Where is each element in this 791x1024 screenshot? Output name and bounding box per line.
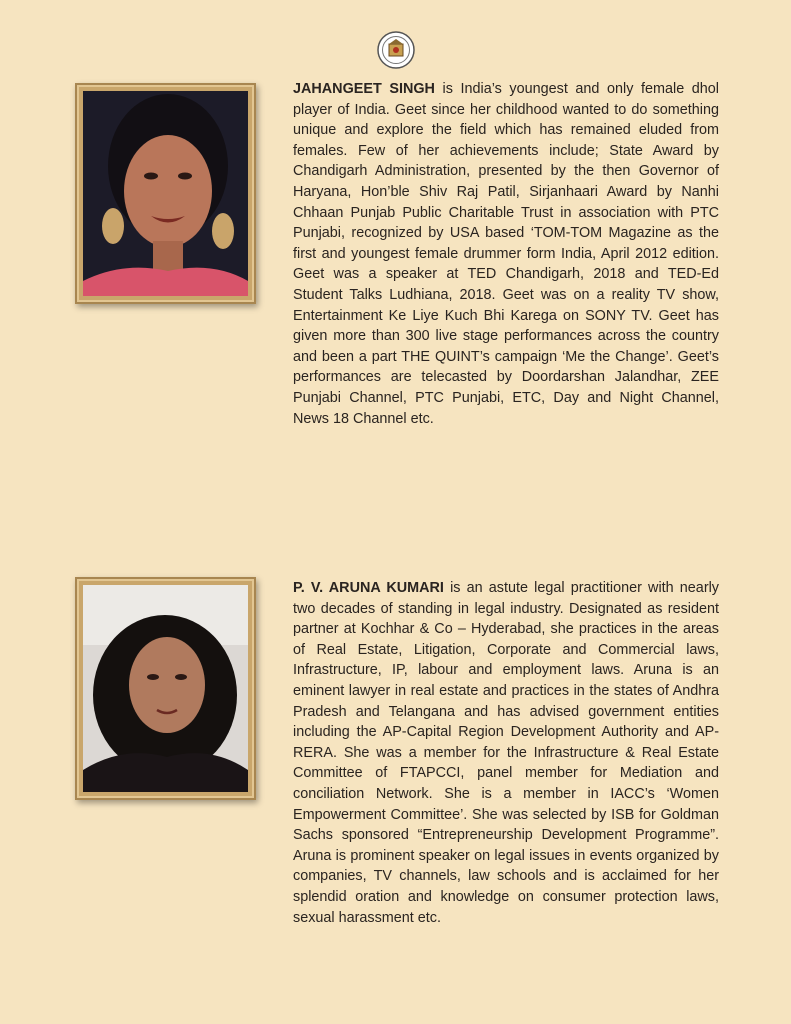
- profile-name: JAHANGEET SINGH: [293, 81, 435, 97]
- profile-bio-aruna-kumari: [293, 578, 719, 928]
- portrait-aruna-kumari: [83, 585, 248, 792]
- profile-name: P. V. ARUNA KUMARI: [293, 580, 444, 596]
- profile-photo-frame: [75, 577, 256, 800]
- profile-description: is an astute legal practitioner with nearly two decades of standing in legal industry. Designated as resident partner at Kochhar & Co – Hyderabad, she practices in the areas of Real Estate, Litigation, Corporate and Commercial laws, Infrastructure, IP, labour and employment laws. Aruna is an eminent lawyer in real estate and practices in the states of Andhra Pradesh and Telangana and has advised government entities including the AP-Capital Region Development Authority and AP-RERA. She was a member for the Infrastructure & Real Estate Committee of FTAPCCI, panel member for Mediation and conciliation Network. She is a member in IACC’s ‘Women Empowerment Committee’. She was selected by ISB for Goldman Sachs sponsored “Entrepreneurship Development Programme”. Aruna is prominent speaker on legal issues in events organized by companies, TV channels, law schools and is acclaimed for her splendid oration and knowledge on consumer protection laws, sexual harassment etc.: [293, 580, 719, 926]
- profile-photo-frame: [75, 83, 256, 304]
- organization-emblem-icon: [377, 31, 415, 69]
- portrait-jahangeet-singh: [83, 91, 248, 296]
- profile-description: is India’s youngest and only female dhol player of India. Geet since her childhood wanted to do something unique and explore the field which has remained eluded from females. Few of her achievements include; State Award by Chandigarh Administration, presented by the then Governor of Haryana, Hon’ble Shiv Raj Patil, Sirjanhaari Award by Nanhi Chhaan Punjab Public Charitable Trust in association with PTC Punjabi, recognized by USA based ‘TOM-TOM Magazine as the first and youngest female drummer form India, April 2012 edition. Geet was a speaker at TED Chandigarh, 2018 and TED-Ed Student Talks Ludhiana, 2018. Geet was on a reality TV show, Entertainment Ke Liye Kuch Bhi Karega on SONY TV. Geet has given more than 300 live stage performances across the country and been a part THE QUINT’s campaign ‘Me the Change’. Geet’s performances are telecasted by Doordarshan Jalandhar, ZEE Punjabi Channel, PTC Punjabi, ETC, Day and Night Channel, News 18 Channel etc.: [293, 81, 719, 427]
- profile-bio-jahangeet-singh: [293, 79, 719, 429]
